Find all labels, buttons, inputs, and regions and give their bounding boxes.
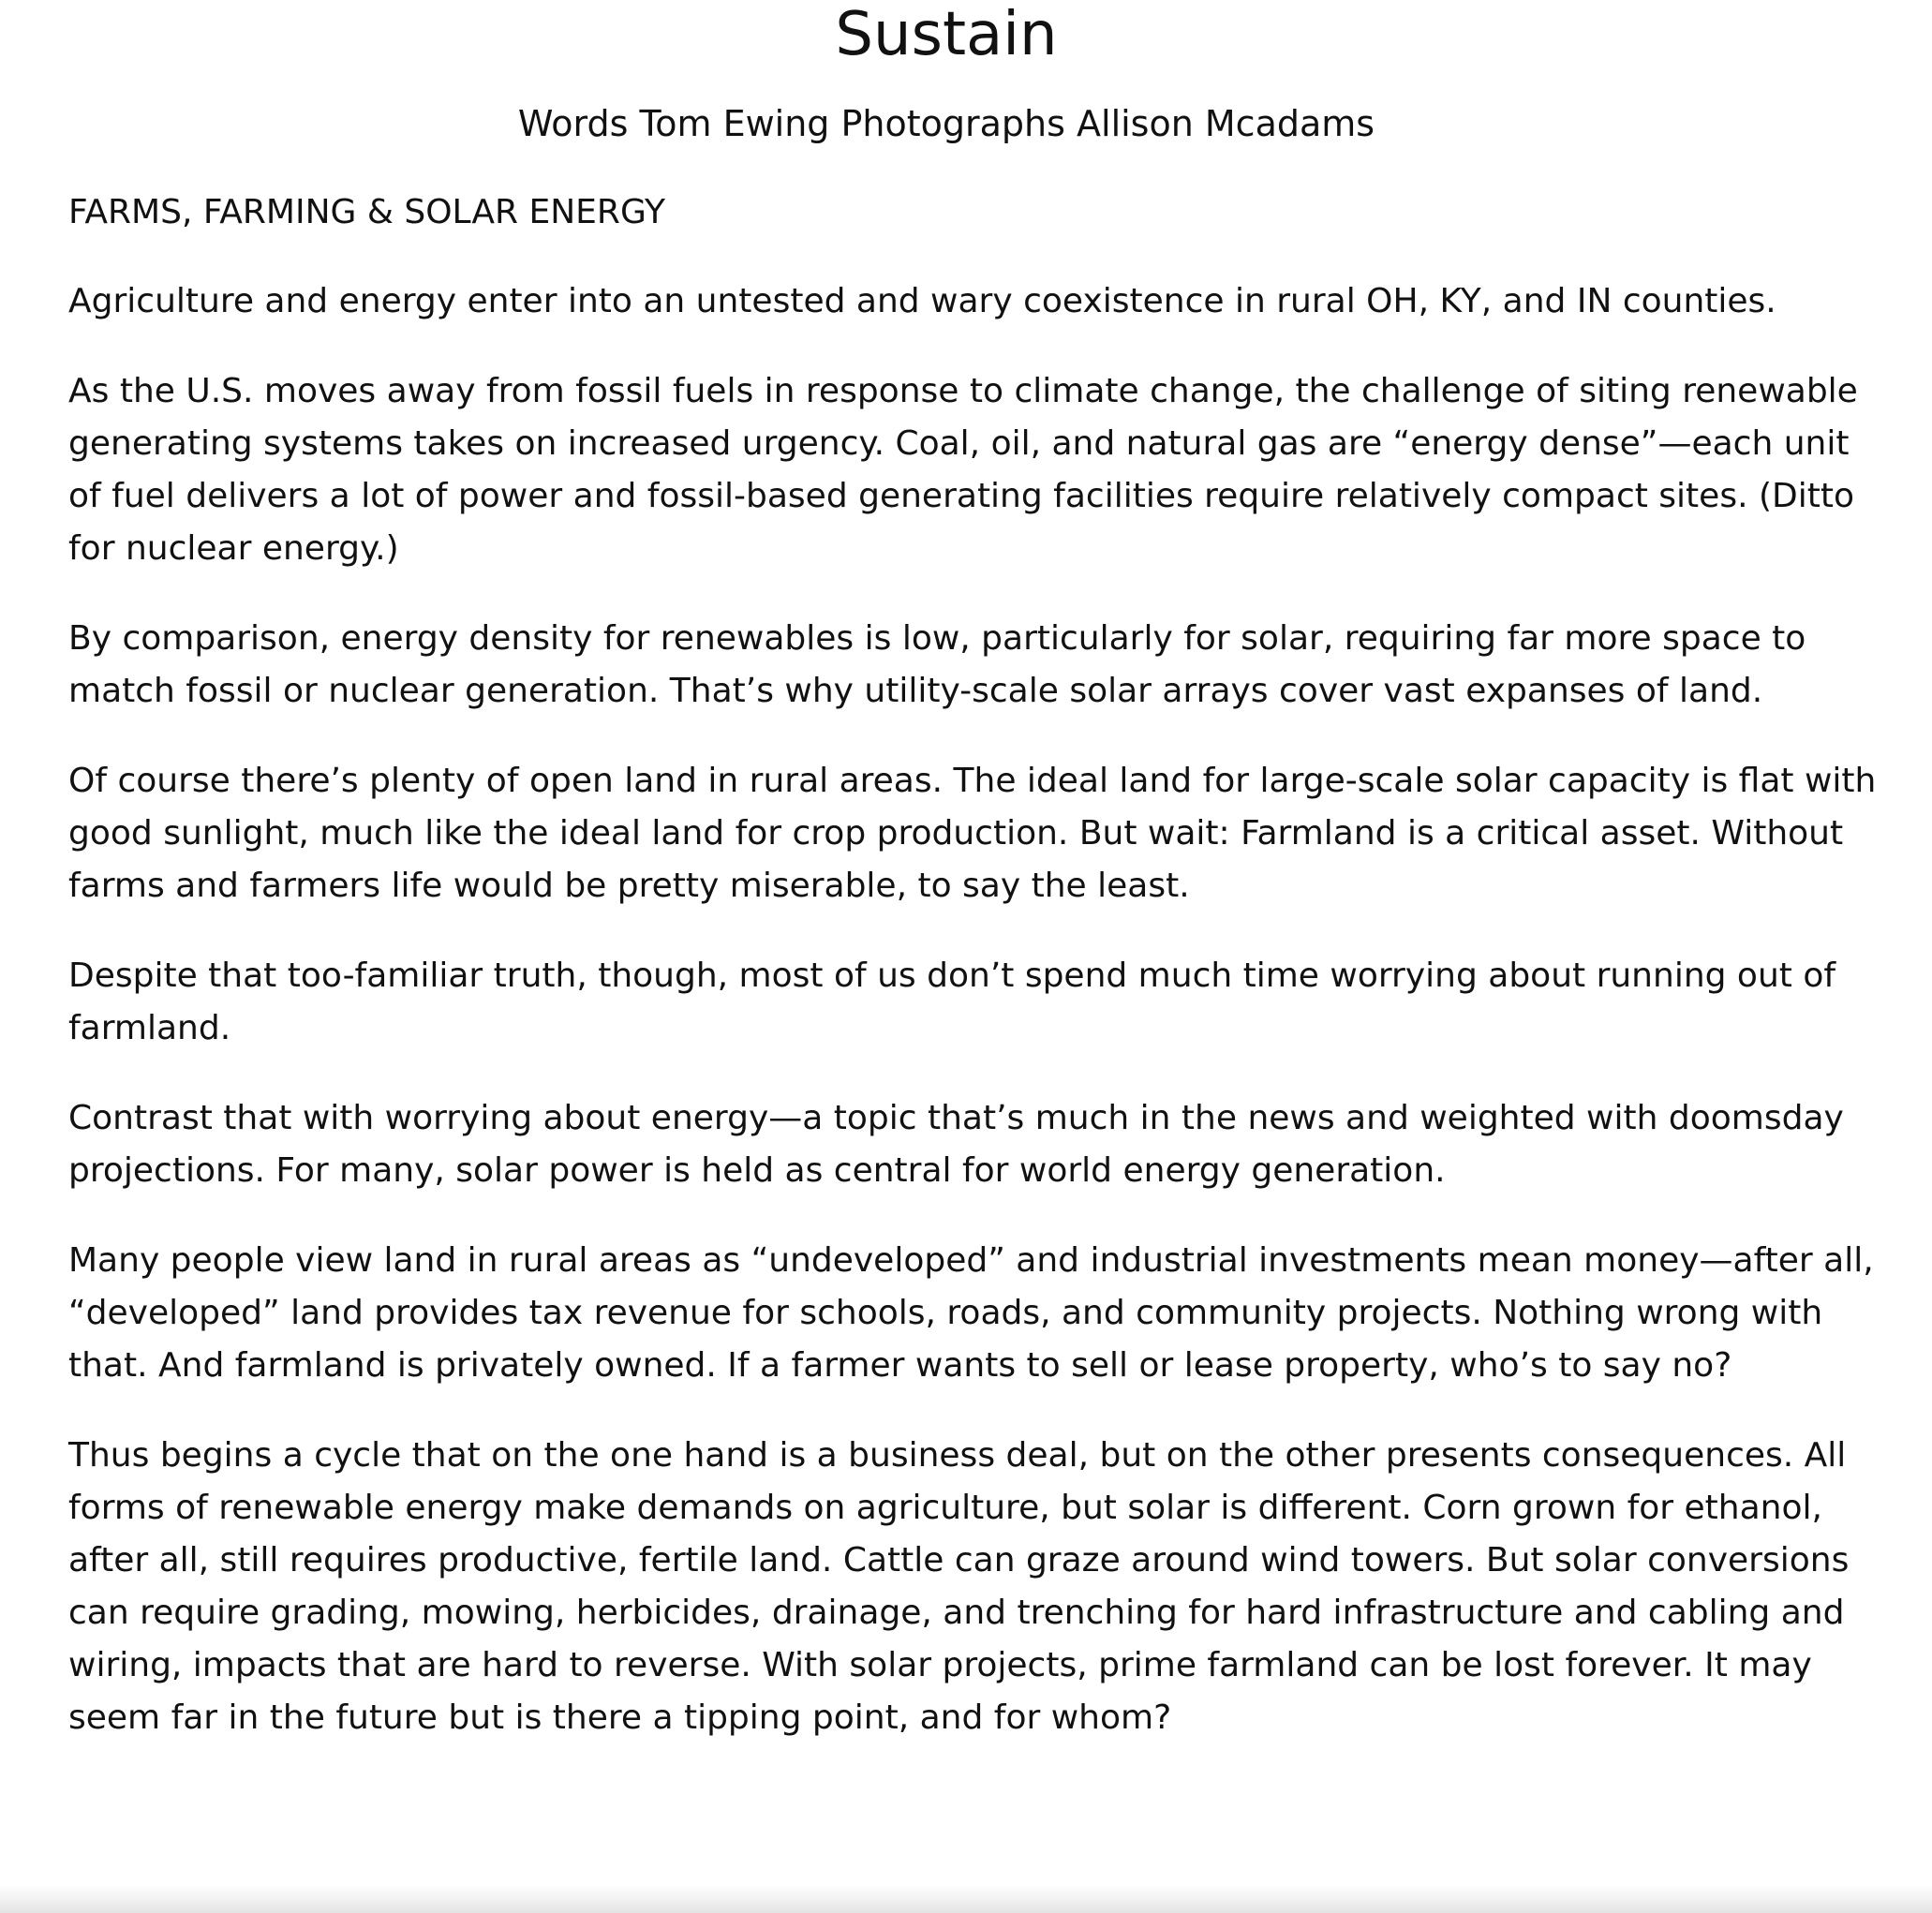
paragraph-5: Despite that too-familiar truth, though, most of us don’t spend much time worrying about running out of farmland.	[68, 956, 1836, 1047]
paragraph-6: Contrast that with worrying about energy—a topic that’s much in the news and weighted with doomsday projections. For many, solar power is held as central for world energy generation.	[68, 1099, 1844, 1190]
article-byline: Words Tom Ewing Photographs Allison Mcadams	[517, 103, 1375, 144]
paragraph-7: Many people view land in rural areas as “undeveloped” and industrial investments mean money—after all, “developed” land provides tax revenue for schools, roads, and community projects. Nothing wrong with that. And farmland is privately owned. If a farmer wants to sell or lease property, who’s to say no?	[68, 1241, 1874, 1385]
paragraph-3: By comparison, energy density for renewables is low, particularly for solar, requiring far more space to match fossil or nuclear generation. That’s why utility-scale solar arrays cover vast expanses of land.	[68, 619, 1806, 710]
paragraph-2: As the U.S. moves away from fossil fuels in response to climate change, the challenge of siting renewable generating systems takes on increased urgency. Coal, oil, and natural gas are “energy dense”—each unit of fuel delivers a lot of power and fossil-based generating facilities require relatively compact sites. (Ditto for nuclear energy.)	[68, 372, 1858, 568]
article-body	[68, 187, 1886, 1782]
paragraph-1: Agriculture and energy enter into an untested and wary coexistence in rural OH, KY, and IN counties.	[68, 282, 1776, 320]
page-bottom-shadow	[0, 1885, 1932, 1913]
paragraph-8: Thus begins a cycle that on the one hand is a business deal, but on the other presents consequences. All forms of renewable energy make demands on agriculture, but solar is different. Corn grown for ethanol, after all, still requires productive, fertile land. Cattle can graze around wind towers. But solar conversions can require grading, mowing, herbicides, drainage, and trenching for hard infrastructure and cabling and wiring, impacts that are hard to reverse. With solar projects, prime farmland can be lost forever. It may seem far in the future but is there a tipping point, and for whom?	[68, 1436, 1850, 1737]
section-kicker: FARMS, FARMING & SOLAR ENERGY	[68, 193, 666, 231]
paragraph-4: Of course there’s plenty of open land in rural areas. The ideal land for large-scale solar capacity is flat with good sunlight, much like the ideal land for crop production. But wait: Farmland is a critical asset. Without farms and farmers life would be pretty miserable, to say the least.	[68, 762, 1877, 905]
article-title: Sustain	[835, 0, 1058, 69]
